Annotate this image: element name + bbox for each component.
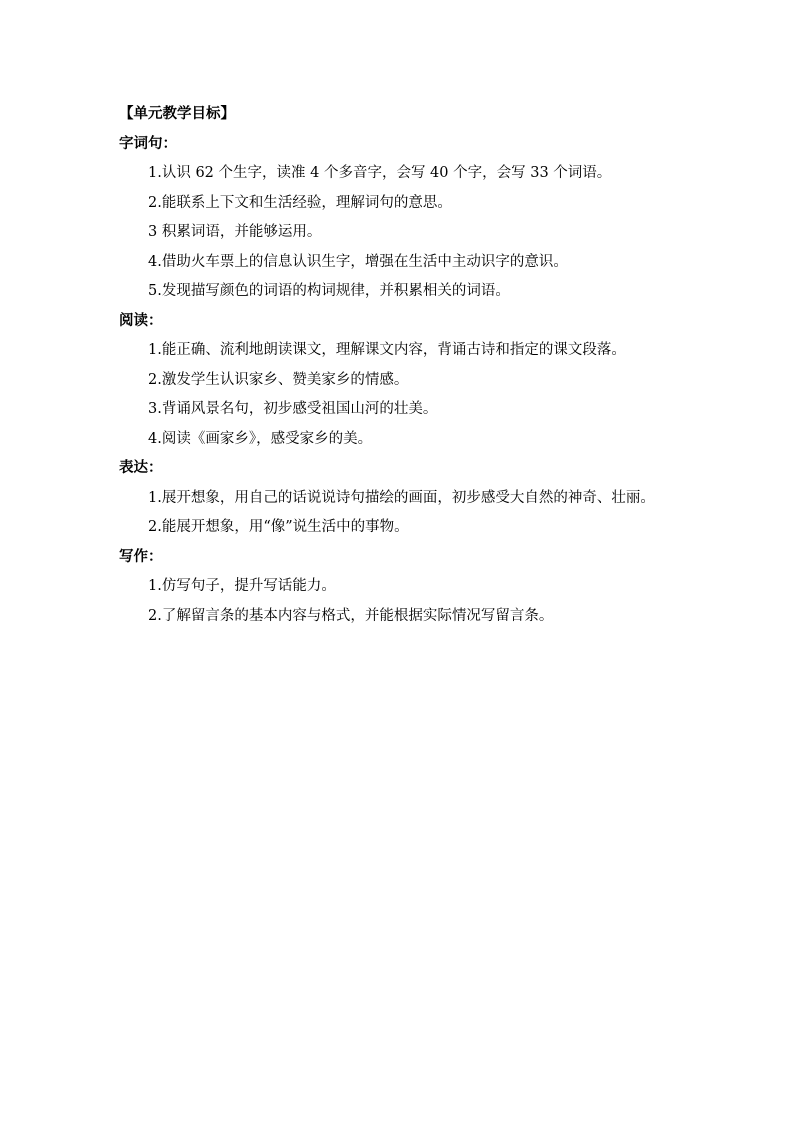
document-page	[119, 100, 679, 631]
list-item: 3 积累词语，并能够运用。	[148, 224, 322, 240]
list-item: 1.仿写句子，提升写话能力。	[148, 578, 336, 594]
list-item: 2.能展开想象，用“像”说生活中的事物。	[148, 519, 409, 535]
section-heading: 字词句：	[119, 135, 177, 152]
list-item: 4.阅读《画家乡》，感受家乡的美。	[148, 430, 373, 447]
list-item: 2.了解留言条的基本内容与格式，并能根据实际情况写留言条。	[148, 607, 554, 624]
list-item: 2.能联系上下文和生活经验，理解词句的意思。	[148, 194, 452, 211]
document-title: 【单元教学目标】	[119, 106, 235, 122]
list-item: 5.发现描写颜色的词语的构词规律，并积累相关的词语。	[148, 283, 510, 299]
section-heading: 阅读：	[119, 312, 163, 329]
section-expression	[119, 454, 679, 543]
section-heading: 表达：	[119, 460, 163, 476]
section-writing	[119, 543, 679, 632]
list-item: 3.背诵风景名句，初步感受祖国山河的壮美。	[148, 401, 438, 417]
section-words	[119, 130, 679, 307]
list-item: 2.激发学生认识家乡、赞美家乡的情感。	[148, 371, 409, 388]
list-item: 1.能正确、流利地朗读课文，理解课文内容，背诵古诗和指定的课文段落。	[148, 342, 626, 358]
section-reading	[119, 307, 679, 455]
list-item: 1.展开想象，用自己的话说说诗句描绘的画面，初步感受大自然的神奇、壮丽。	[148, 489, 655, 506]
list-item: 1.认识 62 个生字，读准 4 个多音字，会写 40 个字，会写 33 个词语。	[148, 165, 612, 181]
list-item: 4.借助火车票上的信息认识生字，增强在生活中主动识字的意识。	[148, 253, 568, 270]
section-heading: 写作：	[119, 548, 163, 565]
